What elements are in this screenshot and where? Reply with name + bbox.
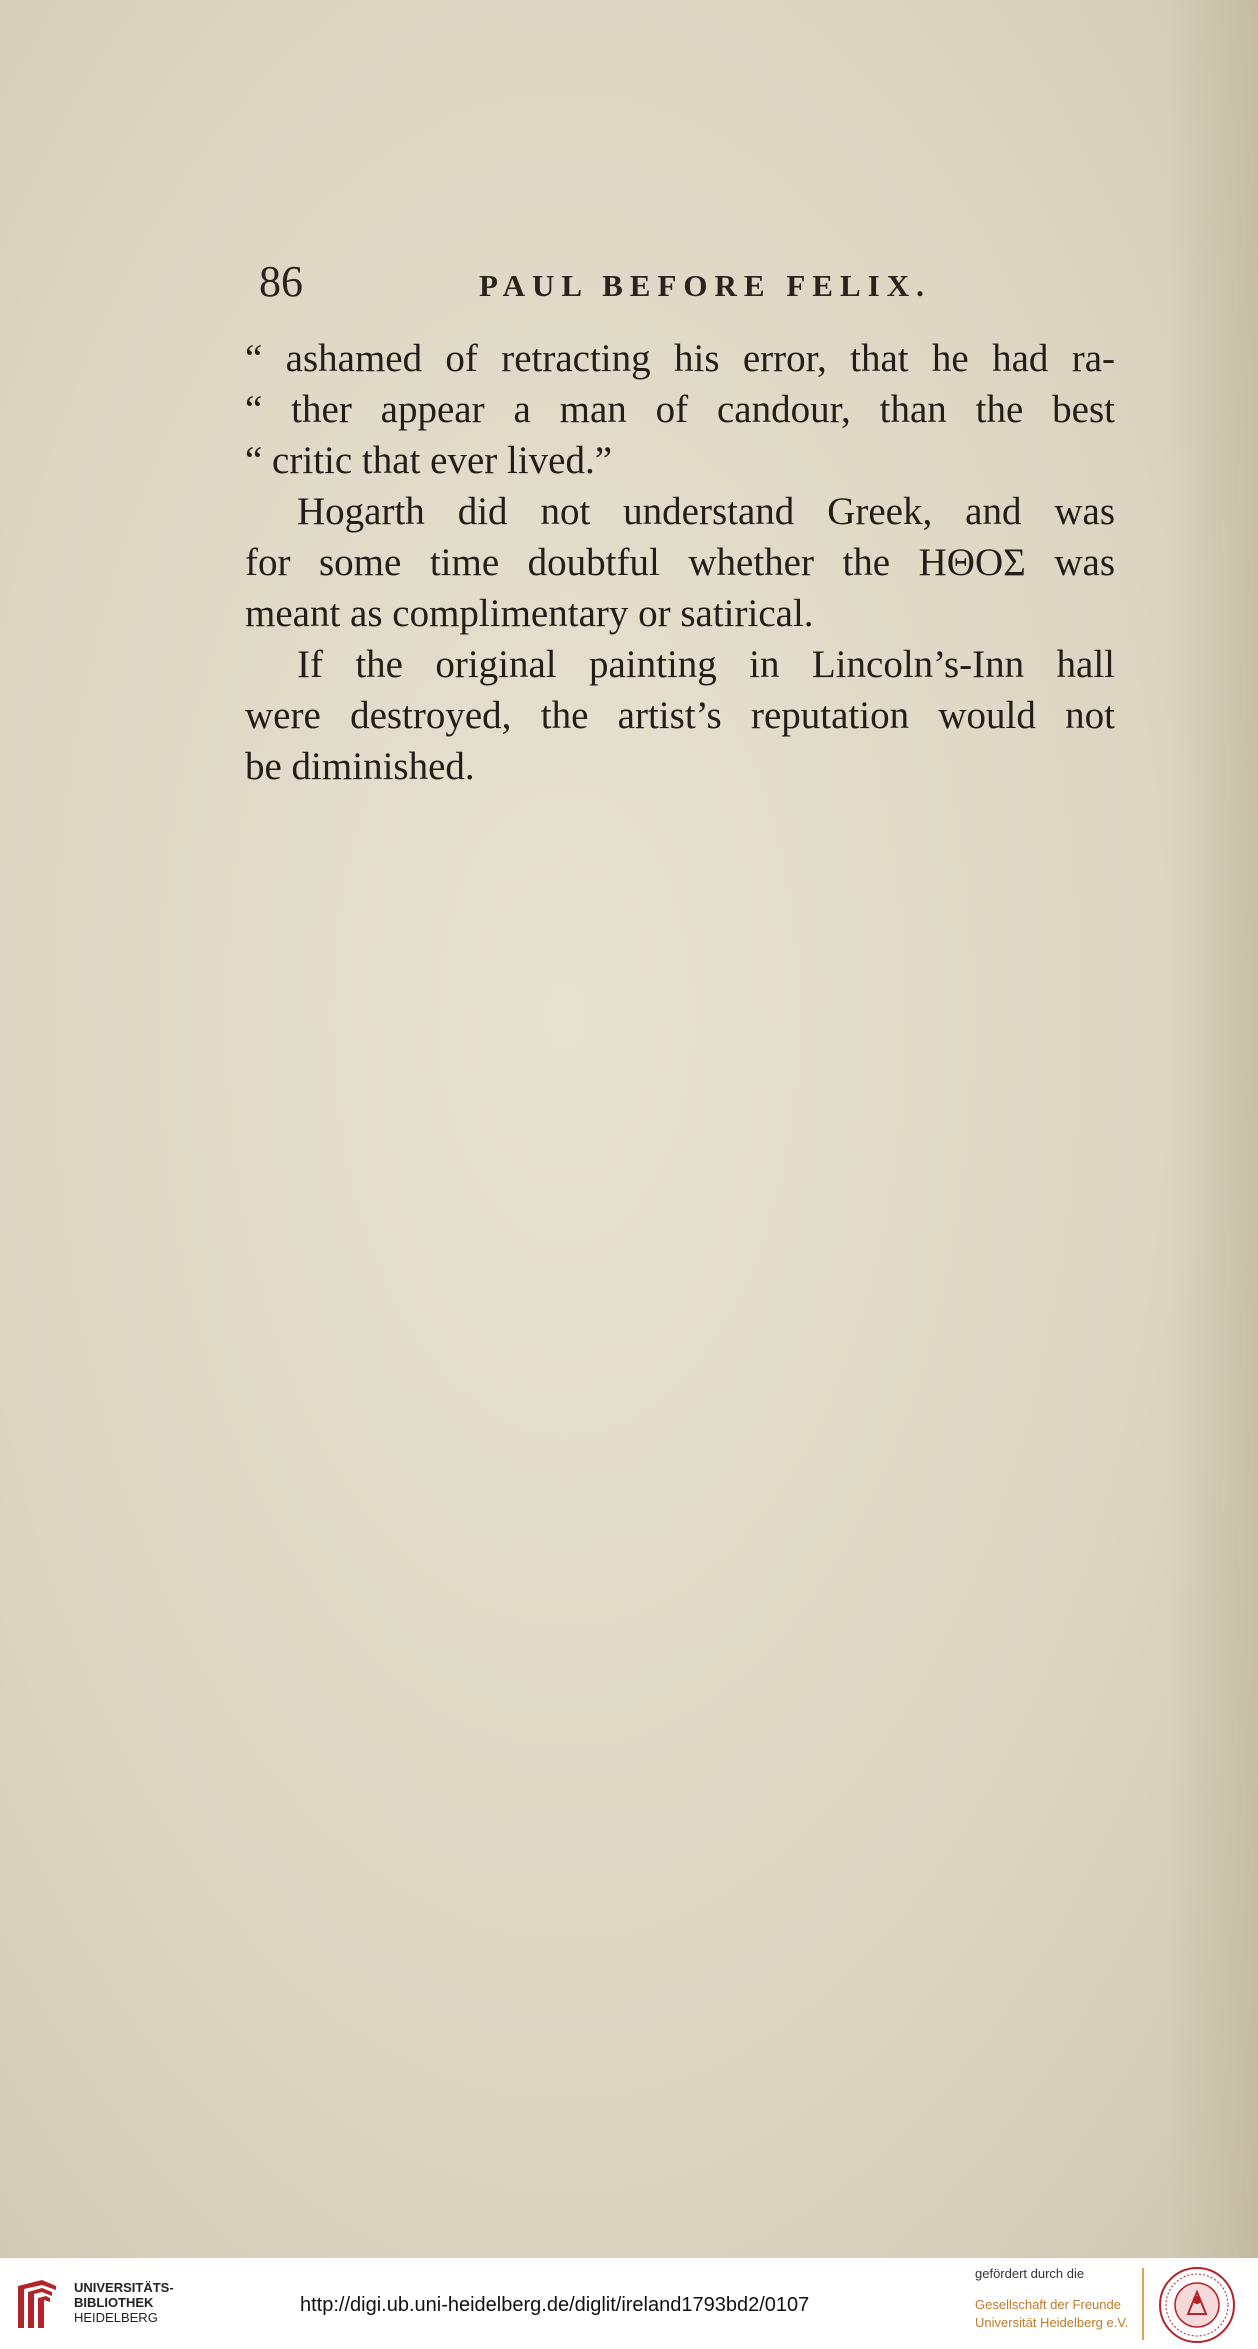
text-line: “ ashamed of retracting his error, that he had ra- [245,337,1115,380]
page-header [259,256,1119,316]
text-line: If the original painting in Lincoln’s-Inn hall [297,643,1115,686]
text-line: “ ther appear a man of candour, than the best [245,388,1115,431]
library-logo-icon [12,2276,62,2332]
library-name [74,2280,174,2325]
university-seal-icon [1158,2266,1236,2344]
running-title: PAUL BEFORE FELIX. [479,268,931,303]
sponsor-name [975,2296,1128,2332]
text-line: meant as complimentary or satirical. [245,592,814,635]
page-shadow [1168,0,1258,2258]
text-line: “ critic that ever lived.” [245,439,613,482]
library-name-line: BIBLIOTHEK [74,2295,154,2310]
permalink-url[interactable]: http://digi.ub.uni-heidelberg.de/diglit/ireland1793bd2/0107 [300,2294,810,2316]
sponsor-label: gefördert durch die [975,2266,1085,2281]
viewer-footer [0,2258,1258,2349]
sponsor-name-line: Gesellschaft der Freunde [975,2297,1121,2312]
divider [1142,2268,1144,2340]
text-line: Hogarth did not understand Greek, and was [297,490,1115,533]
page-number: 86 [259,257,303,306]
text-line: for some time doubtful whether the ΗΘΟΣ was [245,541,1115,584]
library-name-line: UNIVERSITÄTS- [74,2280,174,2295]
body-text [245,333,1115,792]
text-line: be diminished. [245,745,475,788]
text-line: were destroyed, the artist’s reputation would not [245,694,1115,737]
library-name-line: HEIDELBERG [74,2310,158,2325]
sponsor-name-line: Universität Heidelberg e.V. [975,2315,1129,2330]
